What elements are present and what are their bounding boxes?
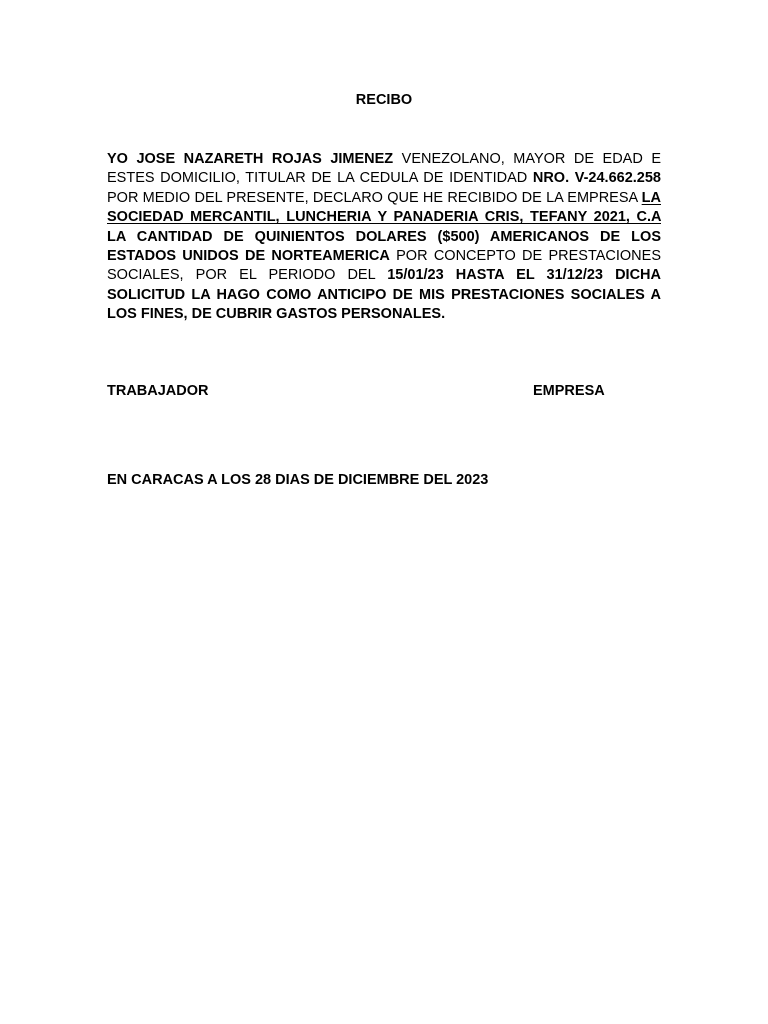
body-text-1: VENEZOLANO, MAYOR DE EDAD E ESTES DOMICILIO, TITULAR DE LA CEDULA DE IDENTIDAD: [107, 151, 661, 187]
company-name: LA SOCIEDAD MERCANTIL, LUNCHERIA Y PANADERIA CRIS, TEFANY 2021, C.A: [107, 189, 661, 226]
document-title: RECIBO: [355, 92, 413, 108]
receipt-body: [107, 150, 661, 325]
body-text-3: POR CONCEPTO DE PRESTACIONES SOCIALES, POR EL PERIODO DEL: [107, 248, 661, 284]
signature-company-label: EMPRESA: [533, 383, 605, 399]
worker-name: YO JOSE NAZARETH ROJAS JIMENEZ: [107, 151, 394, 167]
period-and-purpose: 15/01/23 HASTA EL 31/12/23 DICHA SOLICITUD LA HAGO COMO ANTICIPO DE MIS PRESTACIONES SOCIALES A LOS FINES, DE CUBRIR GASTOS PERSONALES.: [107, 267, 662, 323]
id-number: NRO. V-24.662.258: [532, 170, 661, 187]
signature-worker-label: TRABAJADOR: [107, 383, 209, 399]
amount-text: LA CANTIDAD DE QUINIENTOS DOLARES ($500) AMERICANOS DE LOS ESTADOS UNIDOS DE NORTEAMERICA: [107, 228, 661, 265]
body-text-2: POR MEDIO DEL PRESENTE, DECLARO QUE HE RECIBIDO DE LA EMPRESA: [107, 189, 642, 206]
place-date: EN CARACAS A LOS 28 DIAS DE DICIEMBRE DEL 2023: [107, 472, 489, 488]
